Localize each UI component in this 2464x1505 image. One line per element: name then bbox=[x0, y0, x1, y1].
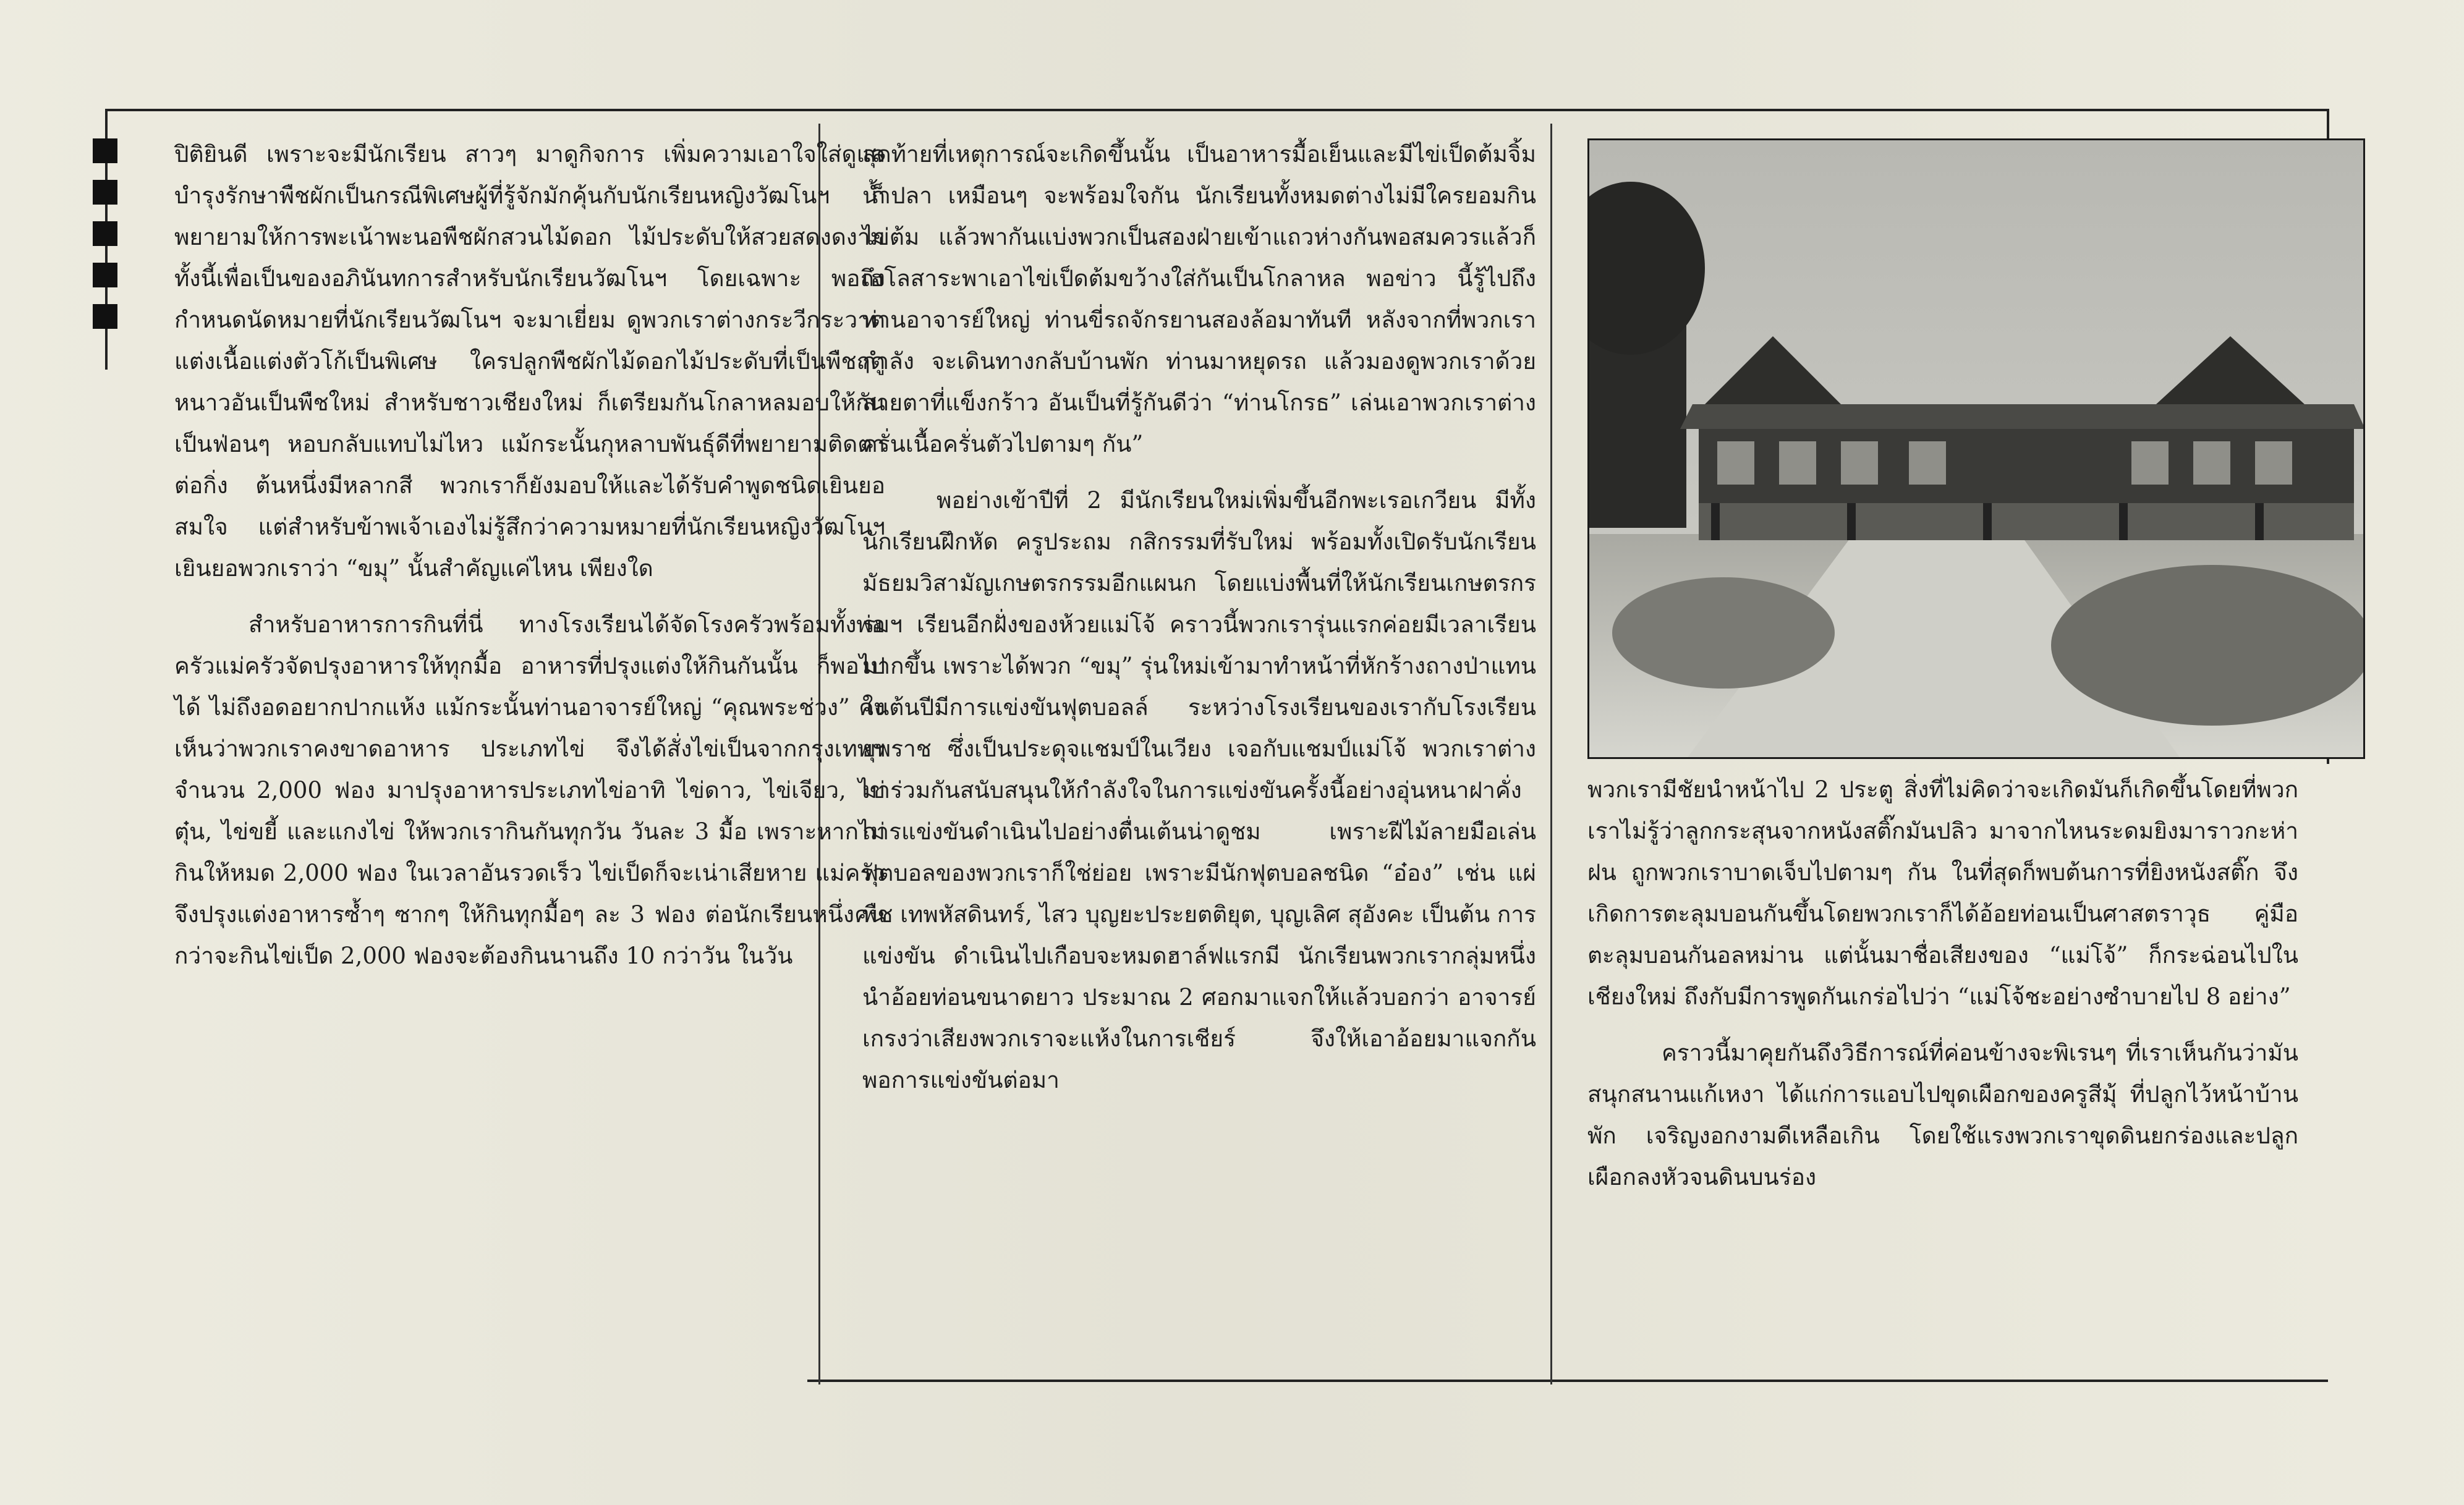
column-3-paragraph-1: พวกเรามีชัยนำหน้าไป 2 ประตู สิ่งที่ไม่คิดว่าจะเกิดมันก็เกิดขึ้นโดยที่พวกเราไม่รู้ว่าลูกกระสุนจากหนังสติ๊กมันปลิว มาจากไหนระดมยิงมาราวกะห่าฝน ถูกพวกเราบาดเจ็บไปตามๆ กัน ในที่สุดก็พบต้นการที่ยิงหนังสติ๊ก จึงเกิดการตะลุมบอนกันขึ้นโดยพวกเราก็ได้อ้อยท่อนเป็นศาสตราวุธ คู่มือ ตะลุมบอนกันอลหม่าน แต่นั้นมาชื่อเสียงของ “แม่โจ้” ก็กระฉ่อนไปในเชียงใหม่ ถึงกับมีการพูดกันเกร่อไปว่า “แม่โจ้ชะอย่างซำบายไป 8 อย่าง” bbox=[1587, 776, 2298, 1010]
column-3-paragraph-2: คราวนี้มาคุยกันถึงวิธีการณ์ที่ค่อนข้างจะพิเรนๆ ที่เราเห็นกันว่ามันสนุกสนานแก้เหงา ได้แก่การแอบไปขุดเผือกของครูสีมุ้ ที่ปลูกไว้หน้าบ้านพัก เจริญงอกงามดีเหลือเกิน โดยใช้แรงพวกเราขุดดินยกร่องและปลูกเผือกลงหัวจนดินบนร่อง bbox=[1587, 1040, 2298, 1190]
column-2-paragraph-2: พอย่างเข้าปีที่ 2 มีนักเรียนใหม่เพิ่มขึ้นอีกพะเรอเกวียน มีทั้งนักเรียนฝึกหัด ครูประถม กสิกรรมที่รับใหม่ พร้อมทั้งเปิดรับนักเรียนมัธยมวิสามัญเกษตรกรรมอีกแผนก โดยแบ่งพื้นที่ให้นักเรียนเกษตรกรรมฯ เรียนอีกฝั่งของห้วยแม่โจ้ คราวนี้พวกเรารุ่นแรกค่อยมีเวลาเรียนมากขึ้น เพราะได้พวก “ขมุ” รุ่นใหม่เข้ามาทำหน้าที่หักร้างถางป่าแทน ในต้นปีมีการแข่งขันฟุตบอลล์ ระหว่างโรงเรียนของเรากับโรงเรียนยุพราช ซึ่งเป็นประดุจแชมป์ในเวียง เจอกับแชมป์แม่โจ้ พวกเราต่างมาร่วมกันสนับสนุนให้กำลังใจในการแข่งขันครั้งนี้อย่างอุ่นหนาฝาคั่ง การแข่งขันดำเนินไปอย่างตื่นเต้นน่าดูชม เพราะฝีไม้ลายมือเล่นฟุตบอลของพวกเราก็ใช่ย่อย เพราะมีนักฟุตบอลชนิด “อ๋อง” เช่น แผ่พืช เทพหัสดินทร์, ไสว บุญยะประยตติยุต, บุญเลิศ สุอังคะ เป็นต้น การแข่งขัน ดำเนินไปเกือบจะหมดฮาล์ฟแรกมี นักเรียนพวกเรากลุ่มหนึ่งนำอ้อยท่อนขนาดยาว ประมาณ 2 ศอกมาแจกให้แล้วบอกว่า อาจารย์เกรงว่าเสียงพวกเราจะแห้งในการเชียร์ จึงให้เอาอ้อยมาแจกกัน พอการแข่งขันต่อมา bbox=[862, 487, 1536, 1093]
square-marker-icon bbox=[93, 221, 117, 246]
building-photograph bbox=[1587, 138, 2365, 759]
square-marker-icon bbox=[93, 138, 117, 163]
section-markers bbox=[93, 138, 117, 346]
square-marker-icon bbox=[93, 304, 117, 329]
article-column-2 bbox=[862, 134, 1536, 1101]
column-1-paragraph-1: ปิติยินดี เพราะจะมีนักเรียน สาวๆ มาดูกิจการ เพิ่มความเอาใจใส่ดูแลบำรุงรักษาพืชผักเป็นกรณีพิเศษผู้ที่รู้จักมักคุ้นกับนักเรียนหญิงวัฒโนฯ ก็พยายามให้การพะเน้าพะนอพืชผักสวนไม้ดอก ไม้ประดับให้สวยสดงดงาม ทั้งนี้เพื่อเป็นของอภินันทการสำหรับนักเรียนวัฒโนฯ โดยเฉพาะ พอถึงกำหนดนัดหมายที่นักเรียนวัฒโนฯ จะมาเยี่ยม ดูพวกเราต่างกระวีกระวาดแต่งเนื้อแต่งตัวโก้เป็นพิเศษ ใครปลูกพืชผักไม้ดอกไม้ประดับที่เป็นพืชฤดูหนาวอันเป็นพืชใหม่ สำหรับชาวเชียงใหม่ ก็เตรียมกันโกลาหลมอบให้กันเป็นฟ่อนๆ หอบกลับแทบไม่ไหว แม้กระนั้นกุหลาบพันธุ์ดีที่พยายามติดตาต่อกิ่ง ต้นหนึ่งมีหลากสี พวกเราก็ยังมอบให้และได้รับคำพูดชนิดเยินยอสมใจ แต่สำหรับข้าพเจ้าเองไม่รู้สึกว่าความหมายที่นักเรียนหญิงวัฒโนฯ เยินยอพวกเราว่า “ขมุ” นั้นสำคัญแค่ไหน เพียงใด bbox=[174, 141, 885, 582]
column-divider-2 bbox=[1550, 124, 1552, 1384]
article-column-3 bbox=[1587, 769, 2298, 1198]
frame-bottom-rule bbox=[807, 1380, 2328, 1382]
square-marker-icon bbox=[93, 180, 117, 205]
column-2-paragraph-1: สุดท้ายที่เหตุการณ์จะเกิดขึ้นนั้น เป็นอาหารมื้อเย็นและมีไข่เป็ดต้มจิ้มน้ำปลา เหมือนๆ จะพร้อมใจกัน นักเรียนทั้งหมดต่างไม่มีใครยอมกินไข่ต้ม แล้วพากันแบ่งพวกเป็นสองฝ่ายเข้าแถวห่างกันพอสมควรแล้วก็เฮโลสาระพาเอาไข่เป็ดต้มขว้างใส่กันเป็นโกลาหล พอข่าว นี้รู้ไปถึงท่านอาจารย์ใหญ่ ท่านขี่รถจักรยานสองล้อมาทันที หลังจากที่พวกเรากำลัง จะเดินทางกลับบ้านพัก ท่านมาหยุดรถ แล้วมองดูพวกเราด้วยสายตาที่แข็งกร้าว อันเป็นที่รู้กันดีว่า “ท่านโกรธ” เล่นเอาพวกเราต่างครั่นเนื้อครั่นตัวไปตามๆ กัน” bbox=[862, 141, 1536, 457]
column-1-paragraph-2: สำหรับอาหารการกินที่นี่ ทางโรงเรียนได้จัดโรงครัวพร้อมทั้งพ่อครัวแม่ครัวจัดปรุงอาหารให้ทุกมื้อ อาหารที่ปรุงแต่งให้กินกันนั้น ก็พอไปได้ ไม่ถึงอดอยากปากแห้ง แม้กระนั้นท่านอาจารย์ใหญ่ “คุณพระช่วง” คงเห็นว่าพวกเราคงขาดอาหาร ประเภทไข่ จึงได้สั่งไข่เป็นจากกรุงเทพฯ จำนวน 2,000 ฟอง มาปรุงอาหารประเภทไข่อาทิ ไข่ดาว, ไข่เจียว, ไข่ตุ๋น, ไข่ขยี้ และแกงไข่ ให้พวกเรากินกันทุกวัน วันละ 3 มื้อ เพราะหากไม่กินให้หมด 2,000 ฟอง ในเวลาอันรวดเร็ว ไข่เป็ดก็จะเน่าเสียหาย แม่ครัวจึงปรุงแต่งอาหารซ้ำๆ ซากๆ ให้กินทุกมื้อๆ ละ 3 ฟอง ต่อนักเรียนหนึ่งคน กว่าจะกินไข่เป็ด 2,000 ฟองจะต้องกินนานถึง 10 กว่าวัน ในวัน bbox=[174, 611, 885, 969]
frame-top-rule bbox=[105, 109, 2328, 111]
square-marker-icon bbox=[93, 263, 117, 287]
article-column-1 bbox=[174, 134, 885, 977]
